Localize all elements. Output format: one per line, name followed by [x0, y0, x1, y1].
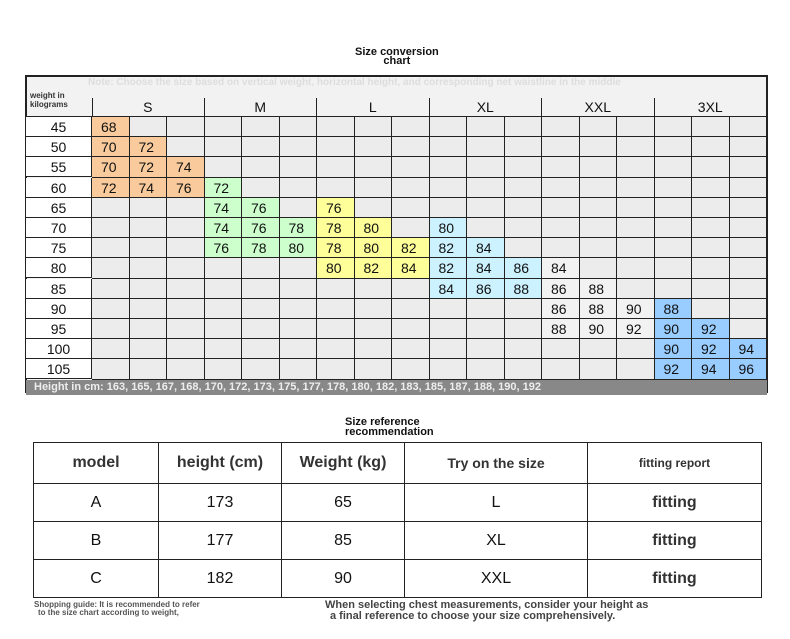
grid-cell — [505, 117, 543, 137]
size-value-cell: 92 — [692, 319, 730, 339]
grid-cell — [167, 218, 205, 238]
grid-cell — [392, 359, 430, 379]
grid-cell — [317, 359, 355, 379]
grid-cell — [205, 279, 243, 299]
grid-cell — [692, 299, 730, 319]
size-value-cell: 72 — [92, 178, 130, 198]
grid-cell — [542, 157, 580, 177]
size-header-xl: XL — [430, 98, 543, 116]
size-value-cell: 94 — [730, 339, 768, 359]
grid-cell — [430, 117, 468, 137]
grid-cell — [467, 178, 505, 198]
grid-cell — [355, 359, 393, 379]
height-cell: 173 — [159, 484, 282, 522]
grid-cell — [242, 117, 280, 137]
chart-title-line1: Size conversion — [355, 46, 439, 58]
size-value-cell: 76 — [205, 238, 243, 258]
grid-cell — [692, 218, 730, 238]
size-value-cell: 90 — [580, 319, 618, 339]
grid-cell — [92, 198, 130, 218]
grid-cell — [617, 198, 655, 218]
grid-cell — [617, 117, 655, 137]
grid-cell — [280, 178, 318, 198]
grid-cell — [730, 117, 768, 137]
grid-cell — [242, 178, 280, 198]
grid-cell — [205, 258, 243, 278]
grid-cell — [392, 339, 430, 359]
guide-left-line1: Shopping guide: It is recommended to refer — [34, 600, 200, 609]
grid-cell — [505, 339, 543, 359]
header-divider — [26, 116, 767, 117]
height-footer: Height in cm: 163, 165, 167, 168, 170, 172, 173, 175, 177, 178, 180, 182, 183, 185, 187, 188, 190, 192 — [26, 380, 767, 395]
grid-cell — [167, 198, 205, 218]
grid-cell — [92, 258, 130, 278]
weight-row-label: 50 — [26, 137, 92, 157]
grid-cell — [655, 198, 693, 218]
grid-cell — [580, 339, 618, 359]
size-value-cell: 82 — [430, 258, 468, 278]
chart-note: Note: Choose the size based on vertical weight, horizontal height, and corresponding net waistline in the middle — [88, 77, 621, 88]
weight-row-label: 65 — [26, 198, 92, 218]
grid-cell — [167, 299, 205, 319]
grid-cell — [730, 238, 768, 258]
size-value-cell: 80 — [430, 218, 468, 238]
grid-cell — [205, 339, 243, 359]
size-value-cell: 86 — [542, 279, 580, 299]
grid-cell — [730, 218, 768, 238]
size-value-cell: 74 — [205, 198, 243, 218]
size-value-cell: 84 — [542, 258, 580, 278]
model-cell: A — [34, 484, 159, 522]
table-row — [34, 522, 762, 560]
grid-cell — [355, 339, 393, 359]
grid-cell — [430, 359, 468, 379]
grid-cell — [730, 299, 768, 319]
grid-cell — [730, 258, 768, 278]
weight-row-label: 55 — [26, 157, 92, 177]
grid-cell — [280, 279, 318, 299]
size-value-cell: 78 — [317, 218, 355, 238]
weight-row-label: 85 — [26, 279, 92, 299]
grid-cell — [542, 137, 580, 157]
grid-cell — [505, 218, 543, 238]
size-value-cell: 70 — [92, 137, 130, 157]
size-cell: L — [405, 484, 588, 522]
grid-cell — [92, 218, 130, 238]
weight-label-line2: kilograms — [30, 100, 68, 109]
grid-cell — [280, 137, 318, 157]
report-cell: fitting — [588, 560, 762, 598]
grid-cell — [280, 339, 318, 359]
grid-cell — [280, 319, 318, 339]
size-value-cell: 92 — [655, 359, 693, 379]
grid-cell — [655, 279, 693, 299]
grid-cell — [505, 198, 543, 218]
size-value-cell: 88 — [580, 279, 618, 299]
size-value-cell: 78 — [242, 238, 280, 258]
weight-row-label: 60 — [26, 178, 92, 198]
size-value-cell: 92 — [617, 319, 655, 339]
grid-cell — [617, 339, 655, 359]
grid-cell — [167, 279, 205, 299]
size-reference-table — [33, 442, 762, 598]
grid-cell — [130, 339, 168, 359]
grid-cell — [617, 279, 655, 299]
grid-cell — [317, 319, 355, 339]
size-value-cell: 74 — [167, 157, 205, 177]
grid-cell — [692, 238, 730, 258]
grid-cell — [167, 238, 205, 258]
grid-cell — [467, 319, 505, 339]
size-value-cell: 76 — [317, 198, 355, 218]
size-value-cell: 84 — [467, 238, 505, 258]
weight-axis-label — [30, 91, 68, 109]
size-value-cell: 80 — [280, 238, 318, 258]
grid-cell — [167, 117, 205, 137]
grid-cell — [655, 218, 693, 238]
grid-cell — [392, 178, 430, 198]
size-value-cell: 74 — [130, 178, 168, 198]
grid-cell — [317, 178, 355, 198]
weight-row-label: 95 — [26, 319, 92, 339]
weight-cell: 90 — [282, 560, 405, 598]
label-column-divider — [92, 98, 93, 117]
grid-cell — [505, 238, 543, 258]
size-value-cell: 72 — [130, 137, 168, 157]
grid-cell — [205, 359, 243, 379]
grid-cell — [317, 279, 355, 299]
grid-cell — [580, 258, 618, 278]
size-value-cell: 76 — [242, 198, 280, 218]
weight-label-line1: weight in — [30, 91, 65, 100]
table-header-row — [34, 443, 762, 484]
grid-cell — [205, 319, 243, 339]
size-value-cell: 76 — [242, 218, 280, 238]
grid-cell — [692, 157, 730, 177]
grid-cell — [355, 319, 393, 339]
grid-cell — [655, 137, 693, 157]
grid-cell — [692, 198, 730, 218]
grid-cell — [242, 339, 280, 359]
size-header-l: L — [317, 98, 430, 116]
size-cell: XL — [405, 522, 588, 560]
grid-cell — [130, 198, 168, 218]
grid-cell — [467, 117, 505, 137]
grid-cell — [392, 117, 430, 137]
grid-cell — [205, 117, 243, 137]
grid-cell — [692, 258, 730, 278]
reference-title-line2: recommendation — [345, 426, 434, 438]
grid-cell — [242, 319, 280, 339]
size-value-cell: 90 — [655, 319, 693, 339]
size-value-cell: 88 — [580, 299, 618, 319]
grid-cell — [317, 339, 355, 359]
size-value-cell: 70 — [92, 157, 130, 177]
grid-cell — [617, 238, 655, 258]
grid-cell — [542, 339, 580, 359]
size-value-cell: 82 — [392, 238, 430, 258]
grid-cell — [730, 319, 768, 339]
size-value-cell: 84 — [467, 258, 505, 278]
header-height: height (cm) — [159, 443, 282, 484]
grid-cell — [580, 238, 618, 258]
grid-cell — [392, 299, 430, 319]
grid-cell — [392, 157, 430, 177]
grid-cell — [730, 279, 768, 299]
grid-cell — [317, 157, 355, 177]
size-value-cell: 94 — [692, 359, 730, 379]
model-cell: B — [34, 522, 159, 560]
size-value-cell: 74 — [205, 218, 243, 238]
size-value-cell: 68 — [92, 117, 130, 137]
grid-cell — [392, 198, 430, 218]
grid-cell — [130, 117, 168, 137]
grid-cell — [167, 137, 205, 157]
grid-cell — [392, 279, 430, 299]
grid-cell — [505, 359, 543, 379]
size-value-cell: 84 — [430, 279, 468, 299]
grid-cell — [467, 137, 505, 157]
size-value-cell: 86 — [542, 299, 580, 319]
grid-cell — [617, 218, 655, 238]
grid-cell — [242, 137, 280, 157]
weight-row-label: 90 — [26, 299, 92, 319]
size-value-cell: 80 — [317, 258, 355, 278]
grid-cell — [92, 279, 130, 299]
weight-row-label: 105 — [26, 359, 92, 379]
grid-cell — [355, 178, 393, 198]
grid-cell — [467, 299, 505, 319]
weight-row-label: 75 — [26, 238, 92, 258]
grid-cell — [355, 137, 393, 157]
grid-cell — [355, 279, 393, 299]
grid-cell — [730, 198, 768, 218]
weight-row-label: 80 — [26, 258, 92, 278]
grid-cell — [355, 299, 393, 319]
grid-cell — [505, 299, 543, 319]
chart-title — [355, 48, 439, 66]
grid-cell — [92, 319, 130, 339]
size-header-3xl: 3XL — [655, 98, 768, 116]
grid-cell — [580, 359, 618, 379]
size-value-cell: 72 — [130, 157, 168, 177]
grid-cell — [280, 299, 318, 319]
table-row — [34, 560, 762, 598]
grid-cell — [617, 137, 655, 157]
size-value-cell: 86 — [467, 279, 505, 299]
size-value-cell: 88 — [542, 319, 580, 339]
weight-cell: 65 — [282, 484, 405, 522]
grid-cell — [617, 258, 655, 278]
size-value-cell: 80 — [355, 238, 393, 258]
grid-cell — [280, 157, 318, 177]
grid-cell — [167, 319, 205, 339]
guide-left-line2: to the size chart according to weight, — [38, 608, 179, 617]
grid-cell — [542, 117, 580, 137]
grid-cell — [505, 157, 543, 177]
shopping-guide-right — [325, 600, 648, 622]
grid-cell — [467, 218, 505, 238]
size-value-cell: 78 — [317, 238, 355, 258]
grid-cell — [505, 178, 543, 198]
chart-title-line2: chart — [383, 55, 411, 67]
grid-cell — [280, 117, 318, 137]
table-row — [34, 484, 762, 522]
guide-right-line1: When selecting chest measurements, consider your height as — [325, 599, 649, 611]
grid-cell — [430, 339, 468, 359]
grid-cell — [392, 319, 430, 339]
grid-cell — [430, 137, 468, 157]
grid-cell — [655, 238, 693, 258]
size-value-cell: 76 — [167, 178, 205, 198]
grid-cell — [467, 157, 505, 177]
grid-cell — [280, 359, 318, 379]
size-value-cell: 92 — [692, 339, 730, 359]
grid-cell — [130, 279, 168, 299]
size-header-m: M — [205, 98, 318, 116]
height-cell: 182 — [159, 560, 282, 598]
grid-cell — [580, 137, 618, 157]
grid-cell — [355, 198, 393, 218]
header-report: fitting report — [588, 443, 762, 484]
grid-cell — [542, 359, 580, 379]
grid-cell — [580, 157, 618, 177]
grid-cell — [280, 258, 318, 278]
grid-cell — [467, 339, 505, 359]
grid-cell — [242, 299, 280, 319]
grid-cell — [655, 157, 693, 177]
header-size: Try on the size — [405, 443, 588, 484]
grid-cell — [167, 359, 205, 379]
grid-cell — [355, 157, 393, 177]
guide-right-line2: a final reference to choose your size comprehensively. — [330, 610, 616, 622]
grid-cell — [92, 238, 130, 258]
weight-row-label: 45 — [26, 117, 92, 137]
height-cell: 177 — [159, 522, 282, 560]
size-value-cell: 78 — [280, 218, 318, 238]
grid-cell — [692, 117, 730, 137]
grid-cell — [205, 299, 243, 319]
grid-cell — [317, 117, 355, 137]
grid-cell — [617, 157, 655, 177]
grid-cell — [542, 198, 580, 218]
report-cell: fitting — [588, 522, 762, 560]
size-value-cell: 86 — [505, 258, 543, 278]
grid-cell — [692, 279, 730, 299]
grid-cell — [130, 218, 168, 238]
size-cell: XXL — [405, 560, 588, 598]
size-value-cell: 96 — [730, 359, 768, 379]
grid-cell — [617, 359, 655, 379]
grid-cell — [130, 258, 168, 278]
grid-cell — [92, 339, 130, 359]
grid-cell — [167, 339, 205, 359]
grid-cell — [542, 238, 580, 258]
grid-cell — [430, 178, 468, 198]
size-value-cell: 88 — [655, 299, 693, 319]
grid-cell — [355, 117, 393, 137]
grid-cell — [392, 137, 430, 157]
grid-cell — [392, 218, 430, 238]
grid-cell — [430, 319, 468, 339]
grid-cell — [92, 299, 130, 319]
grid-cell — [692, 137, 730, 157]
grid-cell — [505, 137, 543, 157]
grid-cell — [580, 218, 618, 238]
size-value-cell: 90 — [655, 339, 693, 359]
grid-cell — [242, 359, 280, 379]
grid-cell — [430, 299, 468, 319]
weight-row-label: 100 — [26, 339, 92, 359]
weight-cell: 85 — [282, 522, 405, 560]
grid-cell — [130, 319, 168, 339]
grid-cell — [430, 198, 468, 218]
grid-cell — [130, 238, 168, 258]
size-header-xxl: XXL — [542, 98, 655, 116]
size-value-cell: 84 — [392, 258, 430, 278]
grid-cell — [580, 117, 618, 137]
grid-cell — [280, 198, 318, 218]
grid-cell — [467, 359, 505, 379]
grid-cell — [467, 198, 505, 218]
grid-cell — [542, 218, 580, 238]
header-model: model — [34, 443, 159, 484]
reference-title — [345, 417, 434, 437]
model-cell: C — [34, 560, 159, 598]
size-value-cell: 72 — [205, 178, 243, 198]
grid-cell — [692, 178, 730, 198]
grid-cell — [317, 137, 355, 157]
grid-cell — [655, 178, 693, 198]
grid-cell — [655, 258, 693, 278]
shopping-guide-left — [34, 601, 200, 617]
grid-cell — [730, 137, 768, 157]
grid-cell — [655, 117, 693, 137]
reference-title-line1: Size reference — [345, 416, 420, 428]
grid-cell — [617, 178, 655, 198]
grid-cell — [205, 137, 243, 157]
grid-cell — [580, 178, 618, 198]
grid-cell — [580, 198, 618, 218]
grid-cell — [317, 299, 355, 319]
grid-cell — [730, 157, 768, 177]
report-cell: fitting — [588, 484, 762, 522]
grid-cell — [242, 157, 280, 177]
size-value-cell: 80 — [355, 218, 393, 238]
grid-cell — [730, 178, 768, 198]
size-value-cell: 88 — [505, 279, 543, 299]
size-value-cell: 90 — [617, 299, 655, 319]
grid-cell — [242, 279, 280, 299]
weight-row-label: 70 — [26, 218, 92, 238]
size-header-s: S — [92, 98, 205, 116]
grid-cell — [542, 178, 580, 198]
size-value-cell: 82 — [355, 258, 393, 278]
grid-cell — [130, 359, 168, 379]
grid-cell — [167, 258, 205, 278]
grid-cell — [205, 157, 243, 177]
grid-cell — [92, 359, 130, 379]
grid-cell — [242, 258, 280, 278]
grid-cell — [430, 157, 468, 177]
size-value-cell: 82 — [430, 238, 468, 258]
grid-cell — [505, 319, 543, 339]
grid-cell — [130, 299, 168, 319]
header-weight: Weight (kg) — [282, 443, 405, 484]
